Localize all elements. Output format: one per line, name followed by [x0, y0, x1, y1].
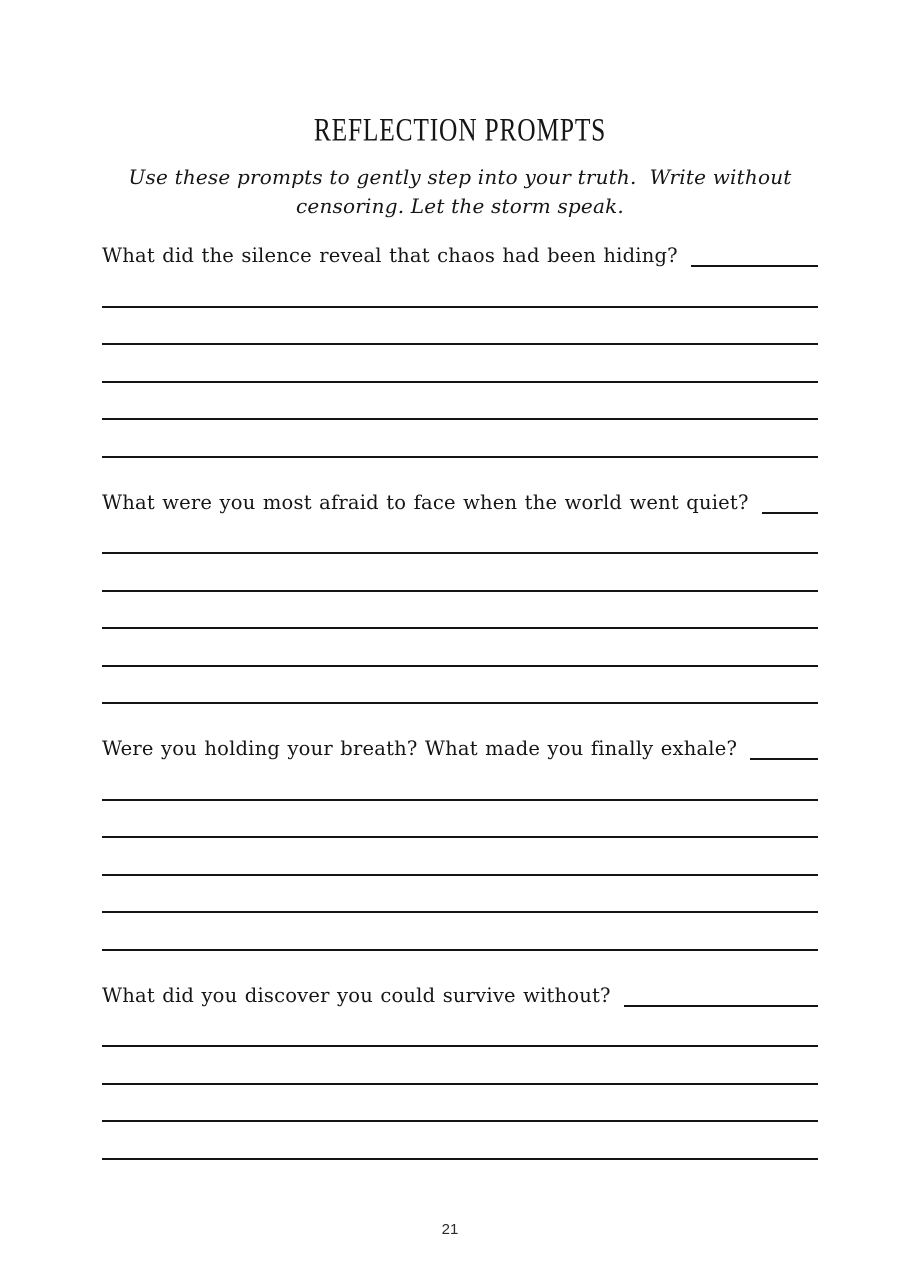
- prompts-section: [102, 242, 818, 1160]
- prompt-block-1: [102, 242, 818, 458]
- answer-lines: [102, 517, 818, 705]
- answer-blank: [624, 1005, 818, 1007]
- prompt-question-row: [102, 242, 818, 270]
- prompt-question: Were you holding your breath? What made you finally exhale?: [102, 737, 738, 760]
- answer-blank: [750, 758, 818, 760]
- answer-line: [102, 876, 818, 914]
- prompt-block-4: [102, 982, 818, 1160]
- answer-line: [102, 383, 818, 421]
- answer-line: [102, 763, 818, 801]
- subtitle-line-2: censoring. Let the storm speak.: [296, 194, 624, 218]
- answer-lines: [102, 270, 818, 458]
- answer-line: [102, 592, 818, 630]
- prompt-question: What did you discover you could survive without?: [102, 983, 611, 1007]
- prompt-question-row: [102, 982, 818, 1010]
- answer-lines: [102, 1010, 818, 1160]
- answer-line: [102, 345, 818, 383]
- answer-line: [102, 517, 818, 555]
- answer-blank: [691, 265, 818, 267]
- answer-line: [102, 270, 818, 308]
- answer-blank: [762, 512, 818, 514]
- prompt-question: What did the silence reveal that chaos had been hiding?: [102, 244, 678, 267]
- page-subtitle: [102, 163, 818, 221]
- page-title: REFLECTION PROMPTS: [313, 111, 607, 148]
- page-number: 21: [441, 1221, 459, 1238]
- prompt-question-row: [102, 735, 818, 763]
- answer-line: [102, 838, 818, 876]
- answer-line: [102, 554, 818, 592]
- prompt-block-3: [102, 735, 818, 951]
- answer-line: [102, 1047, 818, 1085]
- answer-line: [102, 667, 818, 705]
- answer-line: [102, 629, 818, 667]
- answer-line: [102, 420, 818, 458]
- answer-line: [102, 308, 818, 346]
- answer-line: [102, 1085, 818, 1123]
- answer-line: [102, 1010, 818, 1048]
- prompt-question: What were you most afraid to face when the world went quiet?: [102, 490, 749, 514]
- subtitle-line-1: Use these prompts to gently step into your truth. Write without: [128, 165, 792, 189]
- answer-line: [102, 913, 818, 951]
- prompt-block-2: [102, 489, 818, 705]
- answer-line: [102, 1122, 818, 1160]
- answer-line: [102, 801, 818, 839]
- answer-lines: [102, 763, 818, 951]
- prompt-question-row: [102, 489, 818, 517]
